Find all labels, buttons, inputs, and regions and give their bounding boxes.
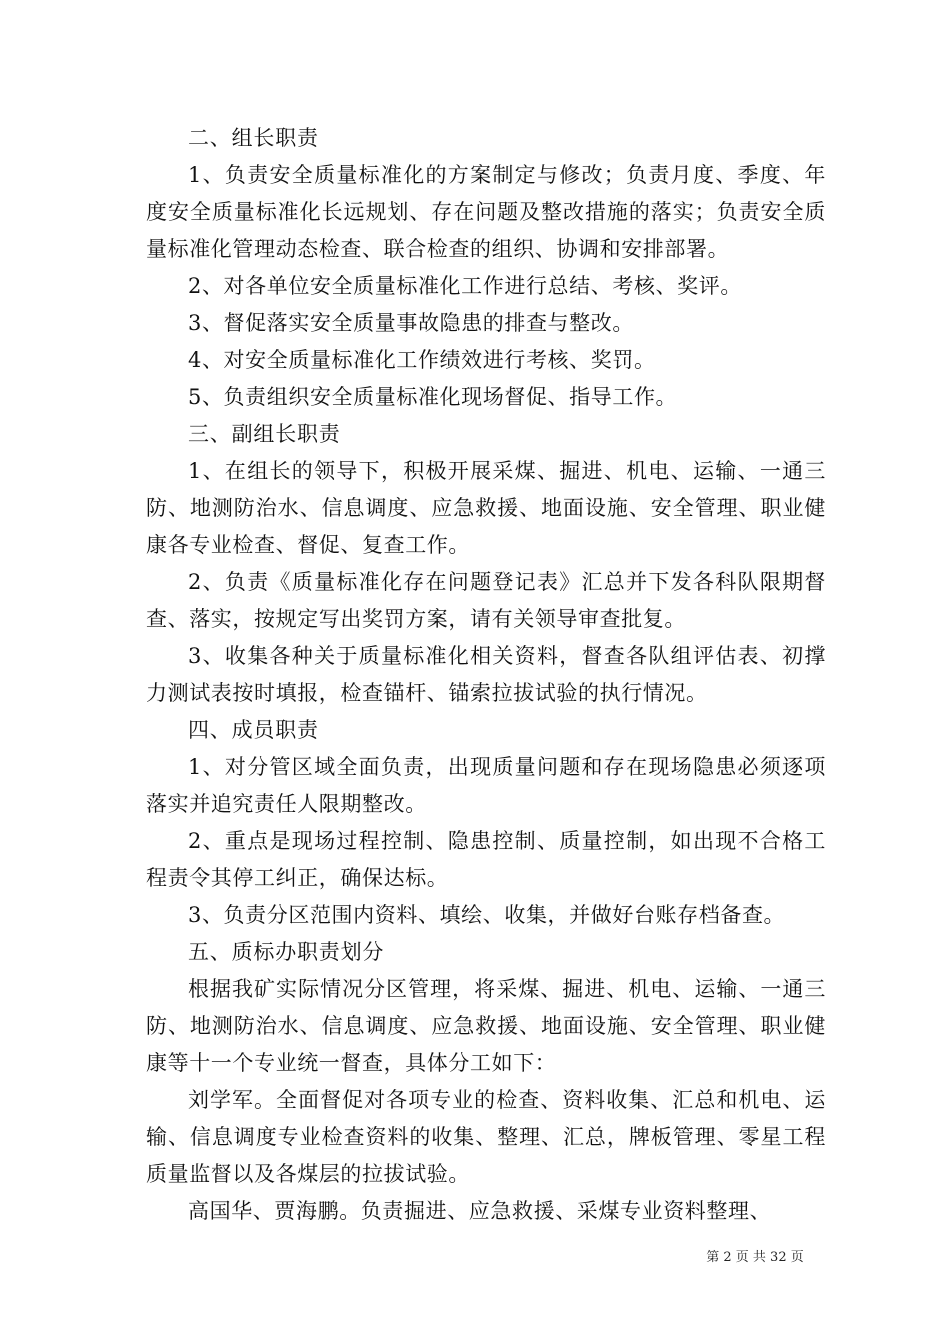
- document-body: [146, 120, 826, 1230]
- page-number: 第 2 页 共 32 页: [706, 1250, 804, 1265]
- page-footer: [0, 1246, 950, 1265]
- paragraph: 2、重点是现场过程控制、隐患控制、质量控制，如出现不合格工程责令其停工纠正，确保达标。: [146, 829, 826, 890]
- paragraph: 2、负责《质量标准化存在问题登记表》汇总并下发各科队限期督查、落实，按规定写出奖罚方案，请有关领导审查批复。: [146, 570, 826, 631]
- paragraph: 刘学军。全面督促对各项专业的检查、资料收集、汇总和机电、运输、信息调度专业检查资料的收集、整理、汇总，牌板管理、零星工程质量监督以及各煤层的拉拔试验。: [146, 1088, 826, 1186]
- paragraph: 4、对安全质量标准化工作绩效进行考核、奖罚。: [188, 348, 656, 372]
- paragraph: 1、负责安全质量标准化的方案制定与修改；负责月度、季度、年度安全质量标准化长远规划、存在问题及整改措施的落实；负责安全质量标准化管理动态检查、联合检查的组织、协调和安排部署。: [146, 163, 826, 261]
- section-heading-5: 五、质标办职责划分: [188, 940, 385, 964]
- paragraph: 3、督促落实安全质量事故隐患的排查与整改。: [188, 311, 634, 335]
- section-heading-2: 二、组长职责: [188, 126, 319, 150]
- paragraph: 2、对各单位安全质量标准化工作进行总结、考核、奖评。: [188, 274, 742, 298]
- paragraph: 根据我矿实际情况分区管理，将采煤、掘进、机电、运输、一通三防、地测防治水、信息调度、应急救援、地面设施、安全管理、职业健康等十一个专业统一督查，具体分工如下：: [146, 977, 826, 1075]
- paragraph: 3、负责分区范围内资料、填绘、收集，并做好台账存档备查。: [188, 903, 786, 927]
- paragraph: 高国华、贾海鹏。负责掘进、应急救援、采煤专业资料整理、: [188, 1199, 772, 1223]
- section-heading-4: 四、成员职责: [188, 718, 319, 742]
- paragraph: 5、负责组织安全质量标准化现场督促、指导工作。: [188, 385, 678, 409]
- paragraph: 1、对分管区域全面负责，出现质量问题和存在现场隐患必须逐项落实并追究责任人限期整改。: [146, 755, 826, 816]
- section-heading-3: 三、副组长职责: [188, 422, 341, 446]
- paragraph: 3、收集各种关于质量标准化相关资料，督查各队组评估表、初撑力测试表按时填报，检查锚杆、锚索拉拔试验的执行情况。: [146, 644, 826, 705]
- paragraph: 1、在组长的领导下，积极开展采煤、掘进、机电、运输、一通三防、地测防治水、信息调度、应急救援、地面设施、安全管理、职业健康各专业检查、督促、复查工作。: [146, 459, 826, 557]
